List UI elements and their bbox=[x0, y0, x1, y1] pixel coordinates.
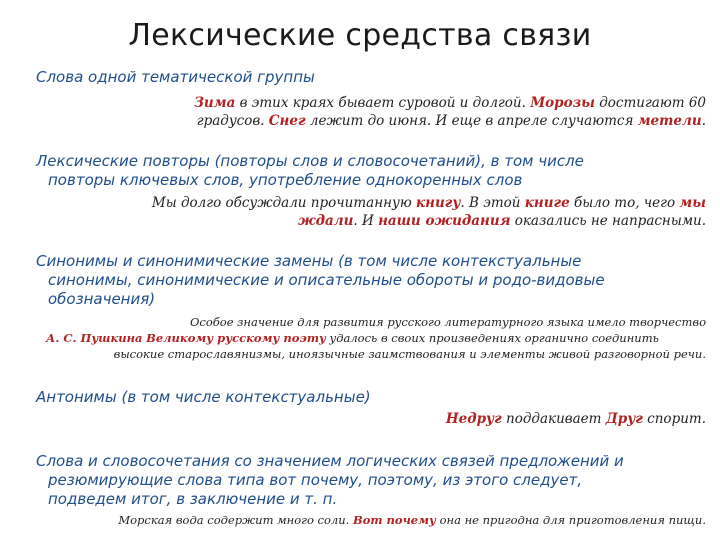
example-text: в этих краях бывает суровой и долгой. bbox=[235, 95, 531, 111]
highlight-word: ждали bbox=[297, 213, 354, 229]
example-line bbox=[120, 194, 706, 212]
heading-line: Синонимы и синонимические замены (в том числе контекстуальные bbox=[36, 252, 582, 270]
example-thematic-group bbox=[170, 94, 706, 130]
heading-line: подведем итог, в заключение и т. п. bbox=[48, 490, 338, 508]
section-heading-logical-connectors bbox=[36, 452, 704, 509]
highlight-word: книгу bbox=[416, 195, 461, 211]
example-text: спорит. bbox=[642, 411, 706, 427]
example-antonyms bbox=[300, 410, 706, 428]
page-title: Лексические средства связи bbox=[128, 18, 592, 53]
heading-text: Слова одной тематической группы bbox=[36, 68, 315, 86]
section-heading-synonyms bbox=[36, 252, 704, 309]
highlight-word: Великому русскому поэту bbox=[146, 331, 326, 345]
highlight-word: Вот почему bbox=[352, 513, 436, 527]
heading-line: обозначения) bbox=[48, 290, 156, 308]
heading-line: синонимы, синонимические и описательные обороты и родо-видовые bbox=[48, 271, 605, 289]
highlight-word: Морозы bbox=[530, 95, 595, 111]
example-text: . bbox=[701, 113, 706, 129]
example-text: достигают 60 bbox=[594, 95, 706, 111]
section-heading-lexical-repetition bbox=[36, 152, 704, 190]
example-text: лежит до июня. И еще в апреле случаются bbox=[305, 113, 638, 129]
example-line bbox=[170, 94, 706, 112]
section-heading-thematic-group bbox=[36, 68, 704, 87]
heading-line: повторы ключевых слов, употребление однокоренных слов bbox=[48, 171, 523, 189]
example-text: она не пригодна для приготовления пищи. bbox=[435, 513, 706, 527]
highlight-word: метели bbox=[637, 113, 702, 129]
example-line: Особое значение для развития русского литературного языка имело творчество bbox=[189, 315, 706, 329]
example-text: градусов. bbox=[196, 113, 269, 129]
heading-line: Слова и словосочетания со значением логических связей предложений и bbox=[36, 452, 624, 470]
highlight-word: Зима bbox=[194, 95, 236, 111]
highlight-word: А. С. Пушкина bbox=[46, 331, 143, 345]
example-text: . И bbox=[353, 213, 379, 229]
heading-text: Антонимы (в том числе контекстуальные) bbox=[36, 388, 371, 406]
example-text: Мы долго обсуждали прочитанную bbox=[151, 195, 416, 211]
highlight-word: Снег bbox=[268, 113, 306, 129]
highlight-word: мы bbox=[679, 195, 706, 211]
example-line: высокие старославянизмы, иноязычные заимствования и элементы живой разговорной речи. bbox=[113, 347, 706, 361]
heading-line: резюмирующие слова типа вот почему, поэтому, из этого следует, bbox=[48, 471, 583, 489]
example-lexical-repetition bbox=[120, 194, 706, 230]
example-line bbox=[300, 410, 706, 428]
highlight-word: Недруг bbox=[445, 411, 502, 427]
example-logical-connectors bbox=[60, 512, 706, 528]
highlight-word: Друг bbox=[605, 411, 643, 427]
highlight-word: наши ожидания bbox=[378, 213, 511, 229]
example-synonyms bbox=[40, 314, 706, 362]
example-text: оказались не напрасными. bbox=[510, 213, 706, 229]
example-text: удалось в своих произведениях органично соединить bbox=[325, 331, 659, 345]
example-text: было то, чего bbox=[569, 195, 680, 211]
section-heading-antonyms bbox=[36, 388, 704, 407]
example-line bbox=[40, 330, 706, 346]
highlight-word: книге bbox=[524, 195, 570, 211]
example-line bbox=[170, 112, 706, 130]
example-text: . В этой bbox=[460, 195, 525, 211]
example-line bbox=[120, 212, 706, 230]
example-line bbox=[60, 512, 706, 528]
example-text: поддакивает bbox=[501, 411, 606, 427]
example-text: Морская вода содержит много соли. bbox=[118, 513, 353, 527]
heading-line: Лексические повторы (повторы слов и словосочетаний), в том числе bbox=[36, 152, 584, 170]
